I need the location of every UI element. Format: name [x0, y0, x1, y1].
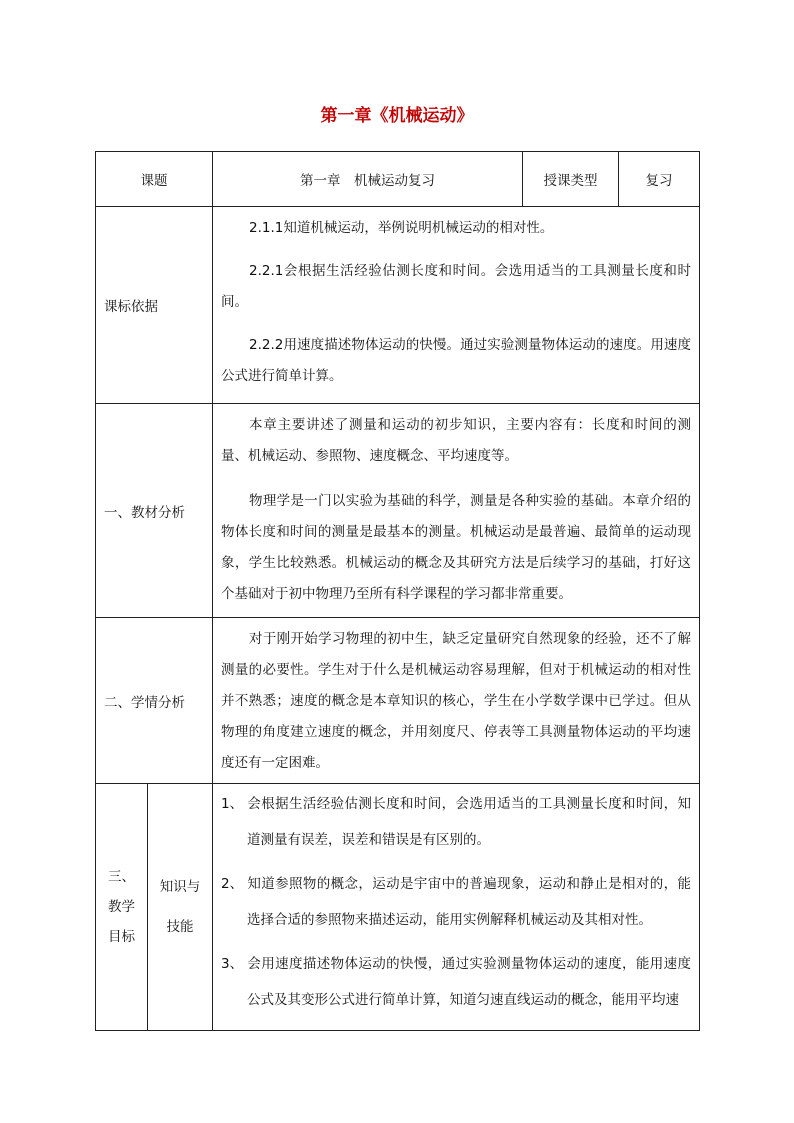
topic-value: 第一章 机械运动复习: [213, 152, 523, 207]
goal-text: 知道参照物的概念，运动是宇宙中的普遍现象，运动和静止是相对的，能选择合适的参照物来描述运动，能用实例解释机械运动及其相对性。: [247, 876, 691, 928]
knowledge-skills-label: 知识与技能: [148, 784, 213, 1031]
goal-text: 会根据生活经验估测长度和时间，会选用适当的工具测量长度和时间，知道测量有误差，误差和错误是有区别的。: [247, 796, 691, 848]
topic-label: 课题: [96, 152, 213, 207]
standards-row: [96, 207, 700, 404]
learner-analysis-label: 二、学情分析: [96, 618, 213, 784]
teaching-goals-label: 三、教学目标: [96, 784, 148, 1031]
textbook-paragraph: 物理学是一门以实验为基础的科学，测量是各种实验的基础。本章介绍的物体长度和时间的测量是最基本的测量。机械运动是最普遍、最简单的运动现象，学生比较熟悉。机械运动的概念及其研究方法是后续学习的基础，打好这个基础对于初中物理乃至所有科学课程的学习都非常重要。: [221, 493, 691, 602]
standards-content: [213, 207, 700, 404]
textbook-paragraph: 本章主要讲述了测量和运动的初步知识，主要内容有：长度和时间的测量、机械运动、参照物、速度概念、平均速度等。: [221, 417, 691, 464]
textbook-row: [96, 404, 700, 618]
learner-paragraph: 对于刚开始学习物理的初中生，缺乏定量研究自然现象的经验，还不了解测量的必要性。学生对于什么是机械运动容易理解，但对于机械运动的相对性并不熟悉；速度的概念是本章知识的核心，学生在小学数学课中已学过。但从物理的角度建立速度的概念，并用刻度尺、停表等工具测量物体运动的平均速度还有一定困难。: [221, 631, 691, 771]
goal-text: 会用速度描述物体运动的快慢，通过实验测量物体运动的速度，能用速度公式及其变形公式进行简单计算，知道匀速直线运动的概念，能用平均速: [247, 956, 691, 1008]
lesson-type-label: 授课类型: [523, 152, 619, 207]
standards-label: 课标依据: [96, 207, 213, 404]
standard-item: 2.2.1会根据生活经验估测长度和时间。会选用适当的工具测量长度和时间。: [221, 263, 691, 310]
textbook-analysis-content: [213, 404, 700, 618]
goal-item: [221, 946, 691, 1018]
standard-item: 2.2.2用速度描述物体运动的快慢。通过实验测量物体运动的速度。用速度公式进行简单计算。: [221, 337, 691, 384]
document-title: 第一章《机械运动》: [320, 106, 474, 126]
goal-number: 2、: [221, 876, 244, 892]
lesson-plan-table: [95, 151, 700, 1031]
goal-number: 3、: [221, 956, 244, 972]
lesson-type-value: 复习: [619, 152, 700, 207]
goal-item: [221, 786, 691, 858]
learner-analysis-content: [213, 618, 700, 784]
header-row: [96, 152, 700, 207]
goal-number: 1、: [221, 796, 244, 812]
standard-item: 2.1.1知道机械运动，举例说明机械运动的相对性。: [249, 220, 554, 236]
goals-row: [96, 784, 700, 1031]
textbook-analysis-label: 一、教材分析: [96, 404, 213, 618]
teaching-goals-content: [213, 784, 700, 1031]
learners-row: [96, 618, 700, 784]
goal-item: [221, 866, 691, 938]
